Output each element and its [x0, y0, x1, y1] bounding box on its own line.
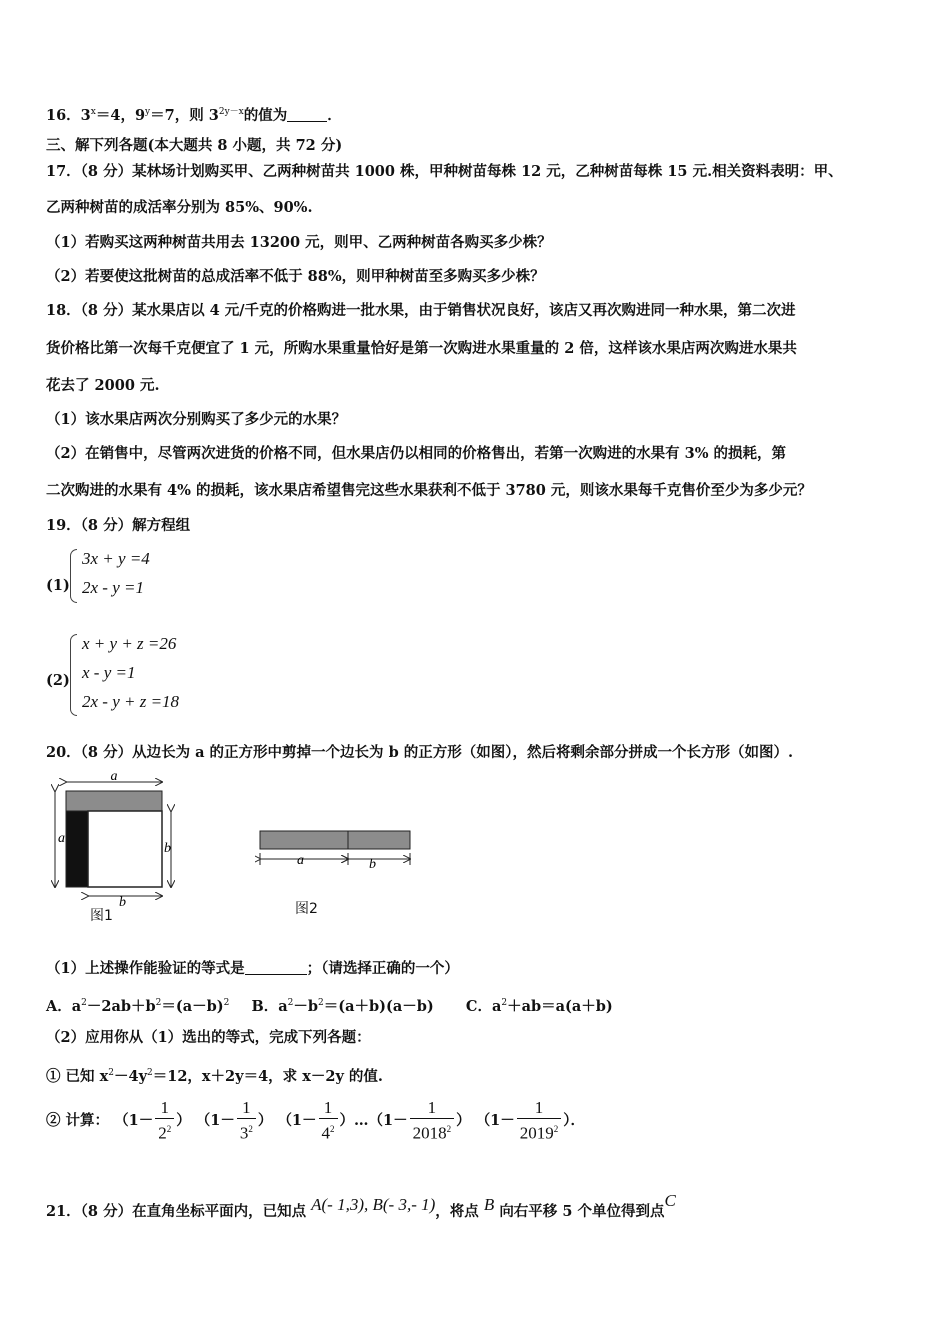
equation: 2x - y + z =18 [82, 692, 180, 711]
section-heading: 三、解下列各题(本大题共 8 小题，共 72 分) [46, 137, 343, 154]
fraction: $\frac{1}{3^2}$ [237, 1098, 256, 1144]
question-18-line3: 花去了 2000 元. [46, 377, 160, 394]
question-20-item2: ② 计算： （1－ $\frac{1}{2^2}$ ） （1－ $\frac{1}{3^2}$ ） （1－ $\frac{1}{4^2}$ ）…（1－ $\frac{1}{2018^2}$ ） （1－ $\frac{1}{2019^2}$ ）． [46, 1098, 586, 1143]
question-20-options [46, 993, 613, 1017]
question-18-line2: 货价格比第一次每千克便宜了 1 元，所购水果重量恰好是第一次购进水果重量的 2 倍，这样该水果店两次购进水果共 [46, 340, 797, 357]
question-20-item1: ① 已知 $x^2-4y^2=12$，x＋2y＝4，求 x－2y 的值. [46, 1068, 383, 1085]
label-b: b [369, 857, 376, 872]
label-a-left: a [58, 831, 65, 846]
option-a: A．$a^2-2ab+b^2=(a-b)^2$ [46, 998, 230, 1015]
system-2-label: (2) [46, 672, 70, 689]
gray-strip [66, 791, 162, 811]
answer-blank [287, 107, 327, 122]
question-20-title: 20．（8 分）从边长为 a 的正方形中剪掉一个边长为 b 的正方形（如图），然后将剩余部分拼成一个长方形（如图）. [46, 744, 794, 761]
points-a-b: A(- 1,3), B(- 3,- 1) [311, 1195, 436, 1214]
equation-system-1 [70, 547, 220, 605]
fraction: $\frac{1}{2018^2}$ [410, 1098, 455, 1144]
figure-1-caption: 图1 [90, 908, 113, 924]
equation: 3x + y =4 [82, 549, 150, 568]
figure-2-caption: 图2 [295, 901, 318, 917]
fraction: $\frac{1}{2^2}$ [155, 1098, 174, 1144]
option-b: B．$a^2-b^2=(a+b)(a-b)$ [251, 998, 434, 1015]
question-17-line2: 乙两种树苗的成活率分别为 85%、90%. [46, 199, 313, 216]
question-19-title: 19．（8 分）解方程组 [46, 517, 191, 534]
brace [70, 549, 77, 603]
equation: x - y =1 [82, 663, 136, 682]
question-16: 16．$3^x=4$，$9^y=7$，则 $3^{2y-x}$的值为 ． [46, 107, 342, 124]
black-strip [66, 811, 88, 887]
system-1-label: (1) [46, 577, 70, 594]
removed-square [88, 811, 162, 887]
question-18-line1: 18．（8 分）某水果店以 4 元/千克的价格购进一批水果，由于销售状况良好，该店又再次购进同一种水果，第二次进 [46, 302, 796, 319]
question-17-part1: （1）若购买这两种树苗共用去 13200 元，则甲、乙两种树苗各购买多少株？ [46, 234, 552, 251]
rect-part-b [348, 831, 410, 849]
label-a: a [297, 853, 304, 868]
question-17-part2: （2）若要使这批树苗的总成活率不低于 88%，则甲种树苗至多购买多少株？ [46, 268, 545, 285]
question-17-line1: 17．（8 分）某林场计划购买甲、乙两种树苗共 1000 株，甲种树苗每株 12 元，乙种树苗每株 15 元.相关资料表明：甲、 [46, 163, 843, 180]
label-a-top: a [110, 770, 118, 784]
option-c: C．$a^2+ab=a(a+b)$ [465, 998, 613, 1015]
equation: x + y + z =26 [82, 634, 177, 653]
label-b-bottom: b [119, 895, 126, 910]
question-18-part2b: 二次购进的水果有 4% 的损耗，该水果店希望售完这些水果获利不低于 3780 元，则该水果每千克售价至少为多少元？ [46, 482, 812, 499]
question-18-part2a: （2）在销售中，尽管两次进货的价格不同，但水果店仍以相同的价格售出，若第一次购进的水果有 3% 的损耗，第 [46, 445, 787, 462]
question-18-part1: （1）该水果店两次分别购买了多少元的水果？ [46, 411, 347, 428]
point-b: B [483, 1195, 495, 1214]
label-b-right: b [164, 841, 171, 856]
fraction: $\frac{1}{2019^2}$ [517, 1098, 562, 1144]
brace [70, 634, 77, 716]
point-c: C [664, 1191, 676, 1210]
figure-1 [44, 770, 194, 930]
answer-blank [245, 960, 307, 975]
question-20-part2: （2）应用你从（1）选出的等式，完成下列各题： [46, 1029, 371, 1046]
fraction: $\frac{1}{4^2}$ [319, 1098, 338, 1144]
equation-system-2 [70, 632, 250, 718]
question-21: 21．（8 分）在直角坐标平面内，已知点 A(- 1,3), B(- 3,- 1)，将点 B 向右平移 5 个单位得到点C [46, 1191, 676, 1220]
question-20-part1: （1）上述操作能验证的等式是 ；（请选择正确的一个） [46, 960, 459, 977]
figure-2 [255, 825, 420, 875]
equation: 2x - y =1 [82, 578, 144, 597]
rect-part-a [260, 831, 348, 849]
